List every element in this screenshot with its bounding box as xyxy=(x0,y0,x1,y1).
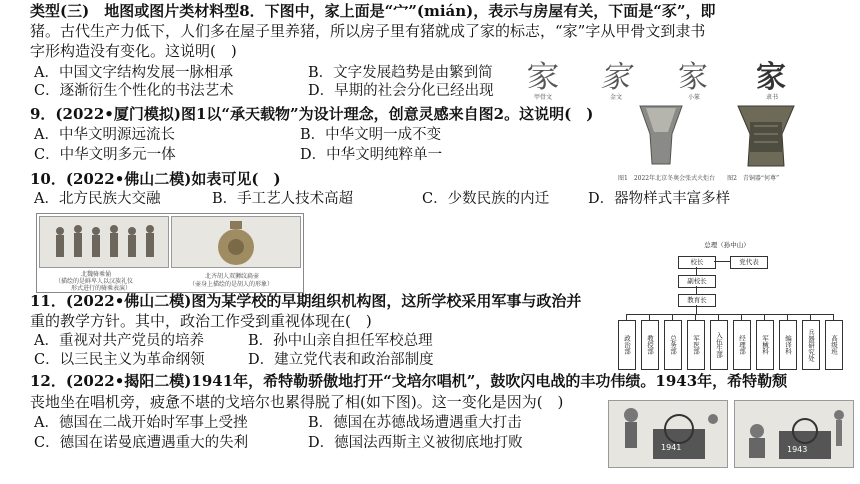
q11-org-chart xyxy=(612,238,848,372)
org-dept-7: 编译科 xyxy=(779,320,797,370)
cartoon-year-1943: 1943 xyxy=(787,445,808,454)
cartoon-1941 xyxy=(608,400,728,468)
q10-option-c: C．少数民族的内迁 xyxy=(422,191,550,207)
q9-option-d: D．中华文明纯粹单一 xyxy=(300,147,443,163)
org-dept-1: 教授部 xyxy=(641,320,659,370)
q10-cap2a: 北齐胡人双狮纹扁壶 xyxy=(205,273,260,280)
q10-option-a: A．北方民族大交融 xyxy=(34,191,161,207)
q11-option-c: C．以三民主义为革命纲领 xyxy=(34,352,205,368)
org-party-rep: 党代表 xyxy=(730,256,768,269)
q8-option-b: B．文字发展趋势是由繁到简 xyxy=(308,65,493,81)
q8-stem-line1: 类型(三) 地图或图片类材料型8．下图中，家上面是“宀”(mián)，表示与房屋有关，下面是“豕”，即 xyxy=(30,2,716,20)
q12-option-c: C．德国在诺曼底遭遇重大的失利 xyxy=(34,435,249,451)
q9-option-c: C．中华文明多元一体 xyxy=(34,147,176,163)
q8-option-a: A．中国文字结构发展一脉相承 xyxy=(34,65,233,81)
glyph-seal: 家 xyxy=(678,60,708,95)
q9-option-a: A．中华文明源远流长 xyxy=(34,127,175,143)
org-vice-principal: 副校长 xyxy=(678,275,716,288)
cartoon-1943 xyxy=(734,400,854,468)
org-dept-6: 军械科 xyxy=(756,320,774,370)
q9-stem: 9．(2022•厦门模拟)图1以“承天载物”为设计理念，创意灵感来自图2。这说明( ) xyxy=(30,105,594,123)
q8-glyph-figure xyxy=(520,52,820,104)
org-dept-9: 高级班 xyxy=(825,320,843,370)
label-seal: 小篆 xyxy=(688,94,701,101)
q12-stem-line2: 丧地坐在唱机旁，疲惫不堪的戈培尔也累得脱了相(如下图)。这一变化是因为( ) xyxy=(30,393,564,411)
org-premier: 总理（孙中山） xyxy=(682,240,772,251)
q10-stem: 10．(2022•佛山二模)如表可见( ) xyxy=(30,170,281,188)
glyph-oracle: 家 xyxy=(526,60,560,95)
q9-option-b: B．中华文明一成不变 xyxy=(300,127,442,143)
q12-stem-line1: 12．(2022•揭阳二模)1941年，希特勒骄傲地打开“戈培尔唱机”，鼓吹闪电战的丰功伟绩。1943年，希特勒颓 xyxy=(30,372,788,390)
flask-image xyxy=(171,216,301,268)
q12-option-b: B．德国在苏德战场遭遇重大打击 xyxy=(308,415,522,431)
org-dept-8: 兵器研究处 xyxy=(802,320,820,370)
label-oracle: 甲骨文 xyxy=(534,94,553,101)
glyph-clerical: 家 xyxy=(756,60,786,95)
q12-option-d: D．德国法西斯主义被彻底地打败 xyxy=(308,435,523,451)
q10-option-d: D．器物样式丰富多样 xyxy=(588,191,731,207)
q12-option-a: A．德国在二战开始时军事上受挫 xyxy=(34,415,248,431)
q11-option-a: A．重视对共产党员的培养 xyxy=(34,333,204,349)
q12-cartoons xyxy=(608,400,854,466)
glyph-bronze: 家 xyxy=(600,60,630,95)
org-dept-2: 总务部 xyxy=(664,320,682,370)
org-dept-4: 入伍生部 xyxy=(710,320,728,370)
q8-option-c: C．逐渐衍生个性化的书法艺术 xyxy=(34,83,234,99)
q10-option-b: B．手工艺人技术高超 xyxy=(212,191,354,207)
org-dean: 教育长 xyxy=(678,294,716,307)
org-dept-5: 经理部 xyxy=(733,320,751,370)
org-dept-0: 政治部 xyxy=(618,320,636,370)
q10-figure xyxy=(36,213,304,293)
figurines-image xyxy=(39,216,169,268)
q11-stem-line1: 11．(2022•佛山二模)图为某学校的早期组织机构图，这所学校采用军事与政治并 xyxy=(30,292,582,310)
q9-figure xyxy=(618,104,848,182)
q10-cap1c: 形式进行的骑乘表演） xyxy=(71,285,132,292)
org-dept-3: 军医部 xyxy=(687,320,705,370)
q11-option-d: D．建立党代表和政治部制度 xyxy=(248,352,434,368)
q8-stem-line3: 字形构造没有变化。这说明( ) xyxy=(30,42,237,60)
label-clerical: 隶书 xyxy=(766,94,779,101)
q9-caption: 图1 2022年北京冬奥会张式火炬台 图2 青铜器“何尊” xyxy=(618,175,780,182)
org-principal: 校长 xyxy=(678,256,716,269)
label-bronze: 金文 xyxy=(610,94,623,101)
q8-stem-line2: 猪。古代生产力低下，人们多在屋子里养猪，所以房子里有猪就成了家的标志，“家”字从甲骨文到隶书 xyxy=(30,22,706,40)
q10-cap2b: （壶身上描绘的是胡人的形象） xyxy=(189,281,274,288)
q8-option-d: D．早期的社会分化已经出现 xyxy=(308,83,494,99)
q11-option-b: B．孙中山亲自担任军校总理 xyxy=(248,333,433,349)
q11-stem-line2: 重的教学方针。其中，政治工作受到重视体现在( ) xyxy=(30,312,372,330)
cartoon-year-1941: 1941 xyxy=(661,443,682,452)
q10-cap1b: （描绘的是鲜卑人以汉族礼仪 xyxy=(55,278,134,285)
torch-and-vessel-image xyxy=(618,104,848,172)
q10-cap1a: 北魏骑乘俑 xyxy=(81,271,112,278)
